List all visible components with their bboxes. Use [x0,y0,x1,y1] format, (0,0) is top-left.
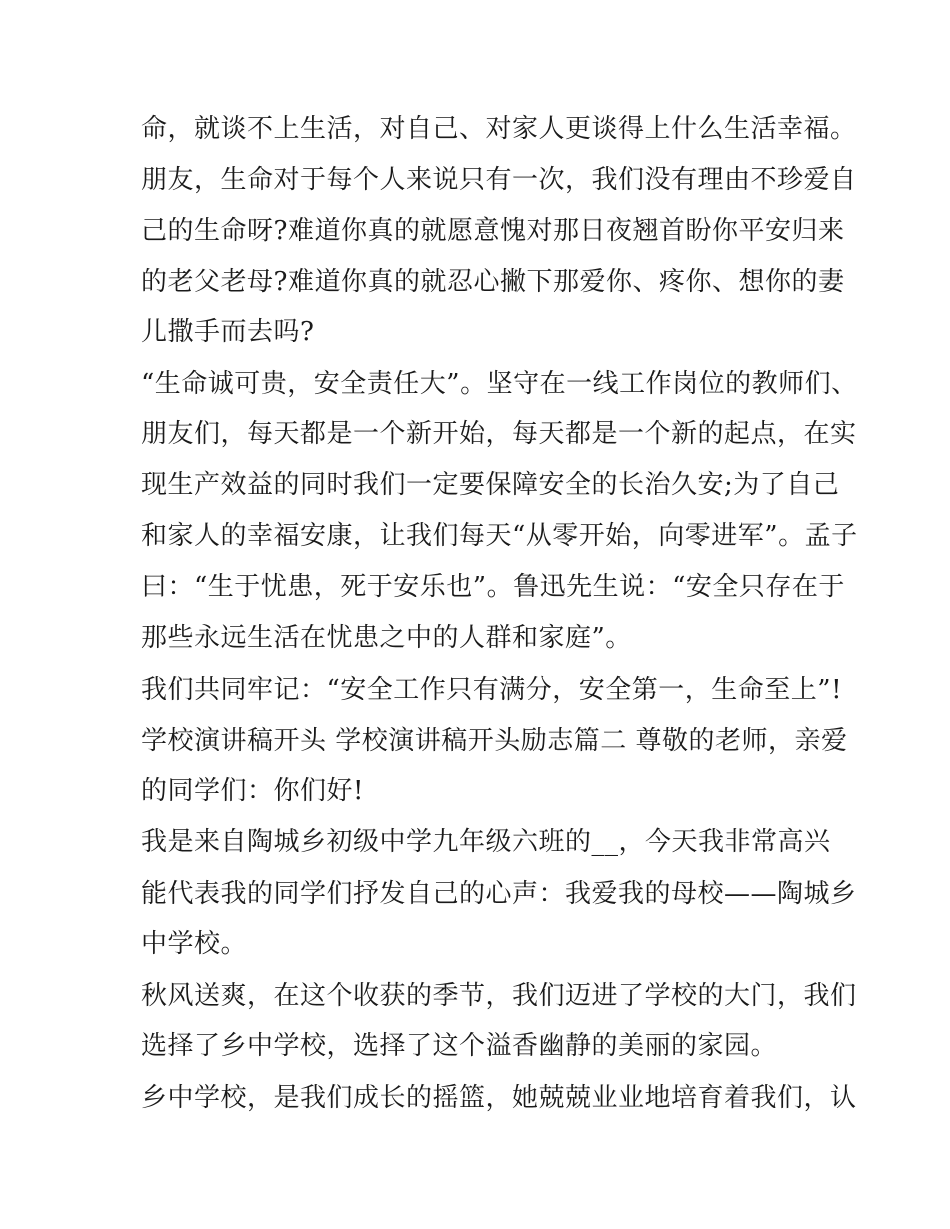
text-line: 朋友，生命对于每个人来说只有一次，我们没有理由不珍爱自 [141,165,857,195]
text-line: 朋友们，每天都是一个新开始，每天都是一个新的起点，在实 [141,419,857,449]
text-line: 乡中学校，是我们成长的摇篮，她兢兢业业地培育着我们，认 [141,1083,857,1113]
text-line: 现生产效益的同时我们一定要保障安全的长治久安;为了自己 [141,470,840,500]
text-line: 秋风送爽，在这个收获的季节，我们迈进了学校的大门，我们 [141,981,857,1011]
text-line: 的同学们：你们好! [141,776,364,806]
text-line: 选择了乡中学校，选择了这个溢香幽静的美丽的家园。 [141,1031,778,1061]
text-line: 能代表我的同学们抒发自己的心声：我爱我的母校——陶城乡 [141,879,857,909]
text-line: 己的生命呀?难道你真的就愿意愧对那日夜翘首盼你平安归来 [141,216,845,246]
text-line: 和家人的幸福安康，让我们每天“从零开始，向零进军”。孟子 [141,521,858,551]
text-line: 的老父老母?难道你真的就忍心撇下那爱你、疼你、想你的妻 [141,267,845,297]
text-line: 儿撒手而去吗? [141,317,315,347]
text-line: 中学校。 [141,929,248,959]
text-line: 命，就谈不上生活，对自己、对家人更谈得上什么生活幸福。 [141,114,857,144]
text-line: 我们共同牢记：“安全工作只有满分，安全第一，生命至上”! [141,675,843,705]
text-line: 学校演讲稿开头 学校演讲稿开头励志篇二 尊敬的老师，亲爱 [141,726,848,756]
text-line: 我是来自陶城乡初级中学九年级六班的__，今天我非常高兴 [141,827,831,857]
text-line: 那些永远生活在忧患之中的人群和家庭”。 [141,623,632,653]
text-line: 曰：“生于忧患，死于安乐也”。鲁迅先生说：“安全只存在于 [141,572,845,602]
text-line: “生命诚可贵，安全责任大”。坚守在一线工作岗位的教师们、 [141,369,858,399]
